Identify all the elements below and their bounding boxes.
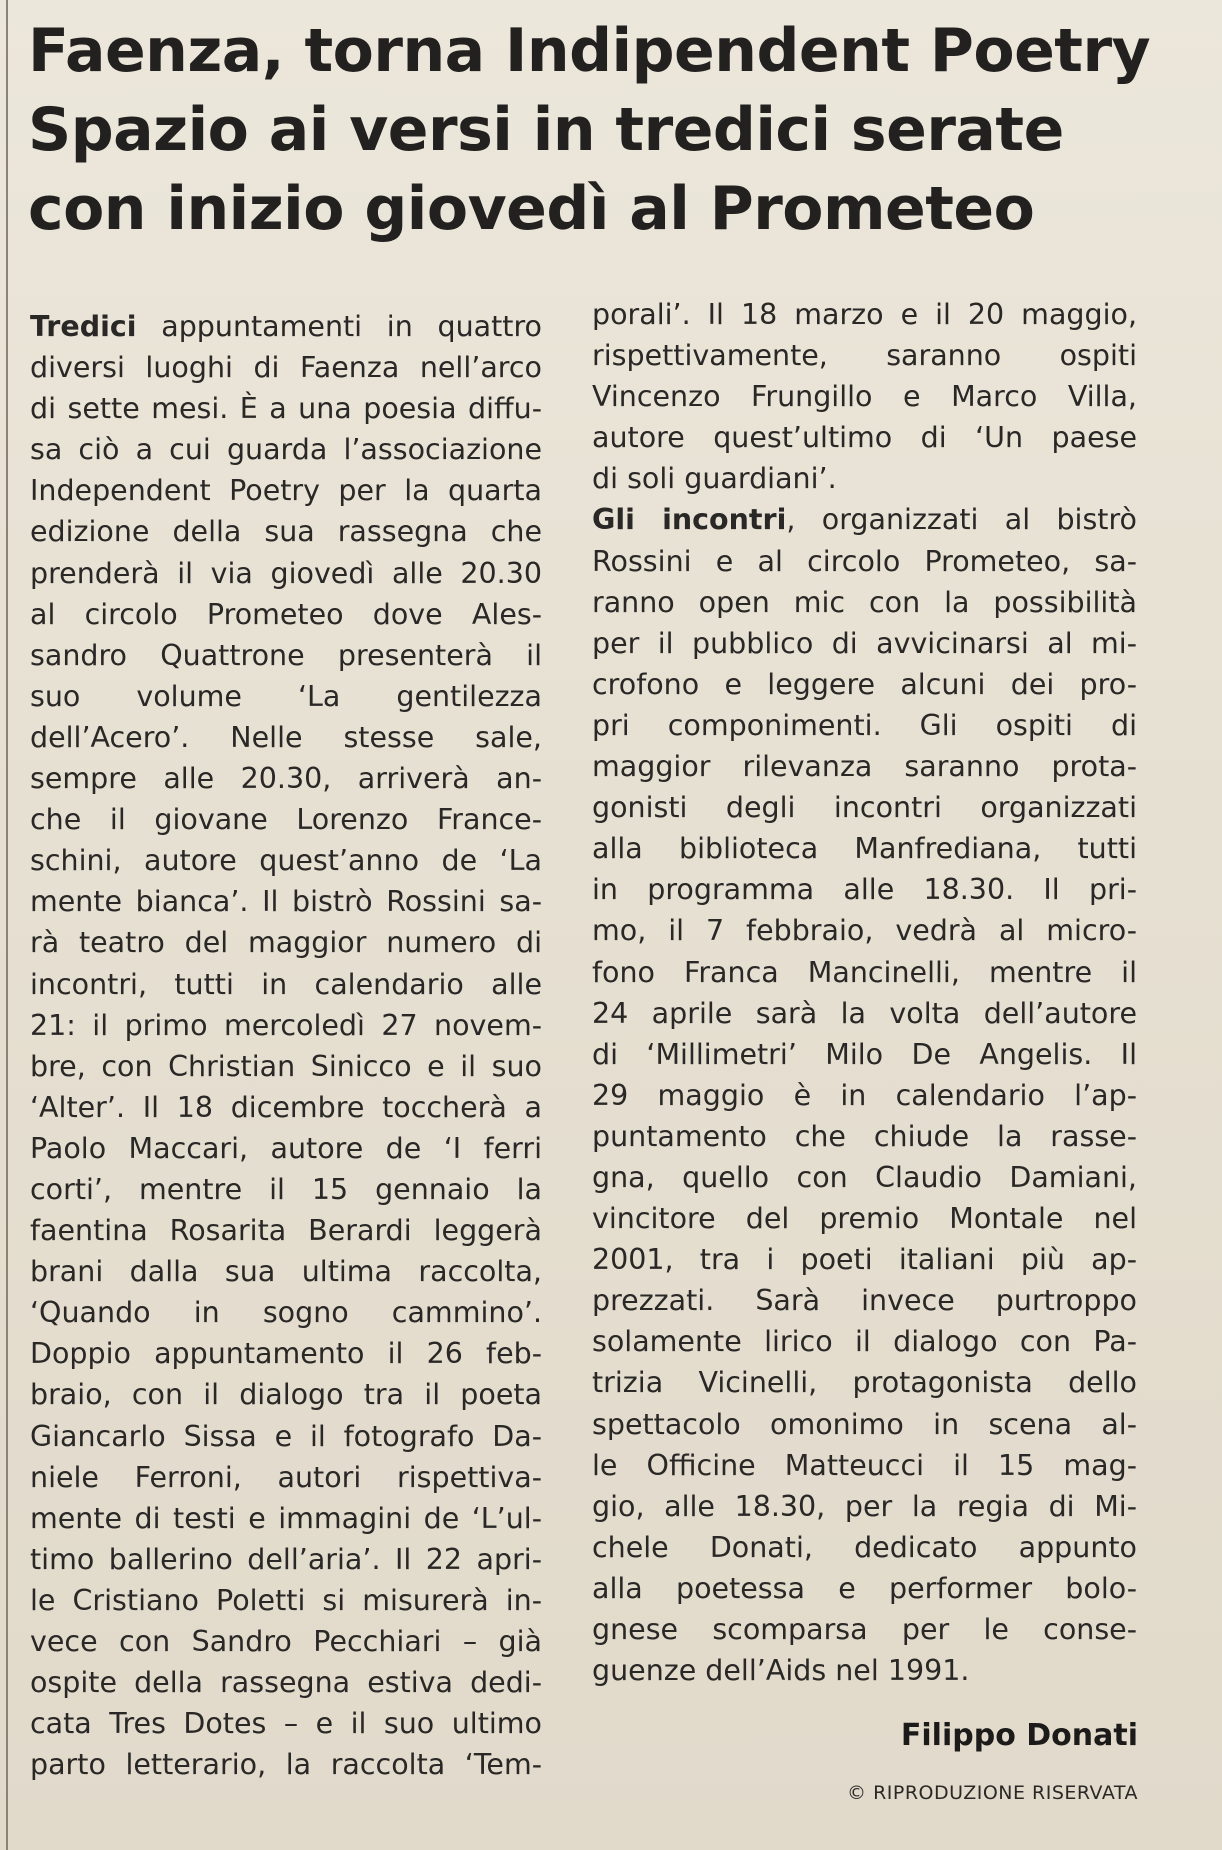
text-fragment: appuntamenti in quattro [136,310,542,343]
text-line: gio, alle 18.30, per la regia di Mi- [592,1489,1137,1523]
text-line: Giancarlo Sissa e il fotografo Da- [30,1419,542,1453]
text-line: suo volume ‘La gentilezza [30,679,542,713]
text-line: le Officine Matteucci il 15 mag- [592,1448,1137,1482]
text-line: rispettivamente, saranno ospiti [592,339,1137,373]
text-line: diversi luoghi di Faenza nell’arco [30,351,542,385]
text-line: trizia Vicinelli, protagonista dello [592,1366,1137,1400]
text-line: ‘Quando in sogno cammino’. [30,1296,542,1330]
text-line: le Cristiano Poletti si misurerà in- [30,1583,542,1617]
text-line: rà teatro del maggior numero di [30,926,542,960]
text-line [30,306,542,347]
text-line: bre, con Christian Sinicco e il suo [30,1049,542,1083]
headline-line: Spazio ai versi in tredici serate [28,95,1064,165]
text-line: mente di testi e immagini de ‘L’ul- [30,1501,542,1535]
article-headline [28,12,1188,249]
text-line: corti’, mentre il 15 gennaio la [30,1172,542,1206]
text-line: gnese scomparsa per le conse- [592,1613,1137,1646]
text-line: di sette mesi. È a una poesia diffu- [30,392,542,426]
text-line: pri componimenti. Gli ospiti di [592,708,1137,742]
column-rule [6,0,8,1850]
text-line: dell’Acero’. Nelle stesse sale, [30,720,542,754]
text-line: in programma alle 18.30. Il pri- [592,873,1137,907]
text-line: Independent Poetry per la quarta [30,474,542,508]
text-line: vece con Sandro Pecchiari – già [30,1625,542,1658]
text-line: vincitore del premio Montale nel [592,1202,1137,1236]
text-line: chele Donati, dedicato appunto [592,1530,1137,1564]
author-byline: Filippo Donati [900,1718,1138,1753]
text-line: mo, il 7 febbraio, vedrà al micro- [592,914,1137,948]
text-line: solamente lirico il dialogo con Pa- [592,1325,1137,1359]
text-line: faentina Rosarita Berardi leggerà [30,1214,542,1248]
headline-line: Faenza, torna Indipendent Poetry [28,16,1151,86]
text-line: per il pubblico di avvicinarsi al mi- [592,626,1137,660]
text-line: puntamento che chiude la rasse- [592,1119,1137,1153]
text-line: alla biblioteca Manfrediana, tutti [592,832,1137,866]
text-line: cata Tres Dotes – e il suo ultimo [30,1707,542,1741]
lead-word: Gli incontri [592,503,787,537]
text-line: Vincenzo Frungillo e Marco Villa, [592,380,1137,414]
headline-line: con inizio giovedì al Prometeo [28,174,1035,244]
text-line: 2001, tra i poeti italiani più ap- [592,1243,1137,1277]
text-line: sa ciò a cui guarda l’associazione [30,433,542,467]
text-line: 29 maggio è in calendario l’ap- [592,1078,1137,1112]
text-line: Doppio appuntamento il 26 feb- [30,1337,542,1371]
text-line: spettacolo omonimo in scena al- [592,1407,1137,1441]
lead-word: Tredici [30,310,137,343]
text-line: ‘Alter’. Il 18 dicembre toccherà a [30,1090,542,1124]
text-line: timo ballerino dell’aria’. Il 22 apri- [30,1542,542,1576]
text-line: sempre alle 20.30, arriverà an- [30,762,542,796]
text-line: brani dalla sua ultima raccolta, [30,1255,542,1289]
text-line: ospite della rassegna estiva dedi- [30,1666,542,1700]
article-column-right [592,294,1137,1691]
text-line: schini, autore quest’anno de ‘La [30,844,542,878]
text-line: autore quest’ultimo di ‘Un paese [592,421,1137,455]
text-line: edizione della sua rassegna che [30,515,542,549]
text-line: Paolo Maccari, autore de ‘I ferri [30,1131,542,1165]
text-line: ranno open mic con la possibilità [592,585,1137,619]
text-line: crofono e leggere alcuni dei pro- [592,667,1137,701]
text-line: guenze dell’Aids nel 1991. [592,1654,970,1688]
text-line: fono Franca Mancinelli, mentre il [592,955,1137,989]
text-fragment: , organizzati al bistrò [786,503,1137,537]
text-line: alla poetessa e performer bolo- [592,1571,1137,1605]
text-line [592,499,1137,540]
text-line: mente bianca’. Il bistrò Rossini sa- [30,885,542,919]
text-line: che il giovane Lorenzo France- [30,803,542,837]
text-line: maggior rilevanza saranno prota- [592,750,1137,784]
text-line: porali’. Il 18 marzo e il 20 maggio, [592,298,1137,331]
text-line: incontri, tutti in calendario alle [30,967,542,1001]
text-line: braio, con il dialogo tra il poeta [30,1378,542,1412]
text-line: prezzati. Sarà invece purtroppo [592,1284,1137,1318]
text-line: di soli guardiani’. [592,462,837,496]
text-line: prenderà il via giovedì alle 20.30 [30,556,542,590]
text-line: 24 aprile sarà la volta dell’autore [592,996,1137,1030]
text-line: 21: il primo mercoledì 27 novem- [30,1008,542,1042]
text-line: niele Ferroni, autori rispettiva- [30,1460,542,1494]
text-line: sandro Quattrone presenterà il [30,638,542,672]
text-line: Rossini e al circolo Prometeo, sa- [592,544,1137,578]
text-line: parto letterario, la raccolta ‘Tem- [30,1748,542,1782]
text-line: gna, quello con Claudio Damiani, [592,1160,1137,1194]
copyright-notice: © RIPRODUZIONE RISERVATA [847,1782,1138,1804]
text-line: di ‘Millimetri’ Milo De Angelis. Il [592,1037,1137,1071]
article-column-left [30,306,542,1785]
text-line: al circolo Prometeo dove Ales- [30,597,542,631]
text-line: gonisti degli incontri organizzati [592,791,1137,825]
